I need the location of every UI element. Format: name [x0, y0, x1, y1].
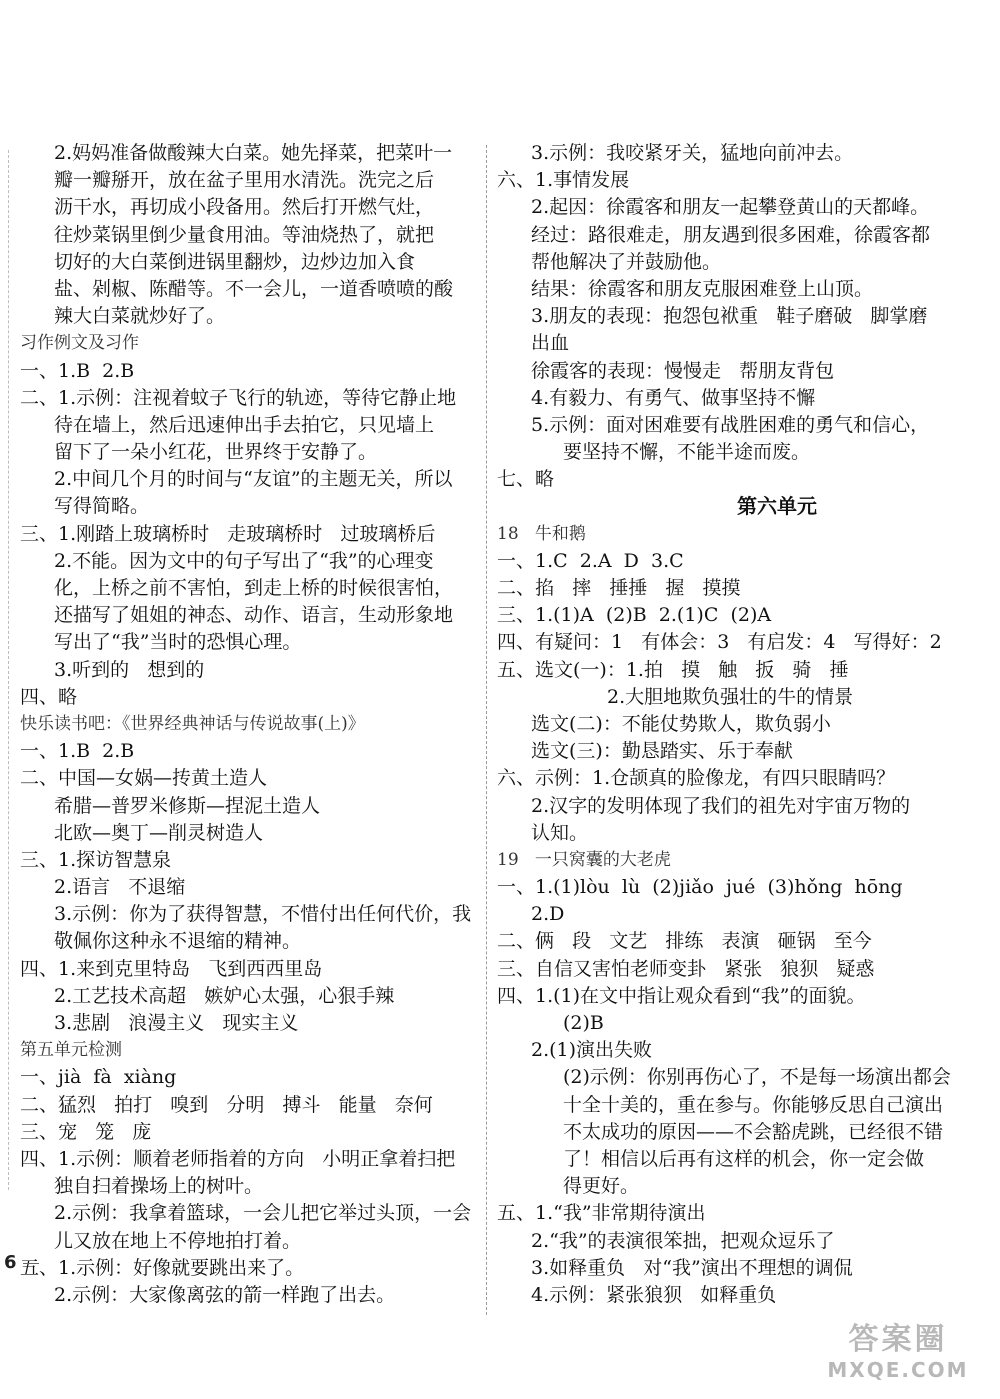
- answer-line: 辣大白菜就炒好了。: [54, 305, 226, 328]
- answer-line: 三、1.(1)A (2)B 2.(1)C (2)A: [497, 604, 772, 627]
- answer-line: 四、1.(1)在文中指让观众看到“我”的面貌。: [497, 984, 866, 1007]
- answer-line: 二、中国—女娲—抟黄土造人: [20, 767, 268, 790]
- answer-line: 三、1.探访智慧泉: [20, 848, 172, 871]
- watermark-url: MXQE.COM: [827, 1358, 969, 1382]
- answer-line: 盐、剁椒、陈醋等。不一会儿，一道香喷喷的酸: [54, 277, 454, 300]
- answer-line: 2.起因：徐霞客和朋友一起攀登黄山的天都峰。: [531, 196, 930, 219]
- answer-line: 3.示例：我咬紧牙关，猛地向前冲去。: [531, 142, 854, 164]
- answer-line: 3.听到的 想到的: [54, 658, 205, 681]
- answer-line: 3.如释重负 对“我”演出不理想的调侃: [531, 1256, 853, 1279]
- answer-line: 2.“我”的表演很笨拙，把观众逗乐了: [531, 1229, 835, 1252]
- answer-line: 写出了“我”当时的恐惧心理。: [54, 631, 302, 654]
- section-heading: 习作例文及习作: [20, 333, 139, 354]
- answer-line: 儿又放在地上不停地拍打着。: [54, 1229, 302, 1252]
- section-heading: 19 一只窝囊的大老虎: [497, 849, 671, 870]
- answer-line: 要坚持不懈，不能半途而废。: [563, 441, 811, 464]
- answer-line: 七、略: [497, 468, 555, 491]
- answer-line: 2.工艺技术高超 嫉妒心太强，心狠手辣: [54, 984, 395, 1007]
- answer-line: 一、1.(1)lòu lù (2)jiǎo jué (3)hǒng hōng: [497, 876, 903, 899]
- answer-line: 徐霞客的表现：慢慢走 帮朋友背包: [531, 359, 835, 382]
- answer-line: 不太成功的原因——不会豁虎跳，已经很不错: [563, 1120, 944, 1143]
- answer-line: 二、俩 段 文艺 排练 表演 砸锅 至今: [497, 930, 872, 953]
- answer-line: 3.示例：你为了获得智慧，不惜付出任何代价，我: [54, 903, 472, 926]
- answer-line: 一、1.B 2.B: [20, 740, 135, 763]
- answer-line: 帮他解决了并鼓励他。: [531, 250, 722, 273]
- answer-line: 选文(三)：勤恳踏实、乐于奉献: [531, 740, 793, 763]
- answer-line: 二、掐 摔 捶捶 握 摸摸: [497, 577, 741, 599]
- answer-line: 4.示例：紧张狼狈 如释重负: [531, 1283, 777, 1306]
- answer-line: (2)B: [563, 1012, 604, 1034]
- answer-line: 往炒菜锅里倒少量食用油。等油烧热了，就把: [54, 223, 435, 246]
- answer-line: 2.示例：我拿着篮球，一会儿把它举过头顶，一会: [54, 1202, 472, 1225]
- answer-line: 五、选文(一)：1.拍 摸 触 扳 骑 捶: [497, 658, 849, 681]
- watermark-logo: [818, 1322, 978, 1388]
- answer-line: 2.妈妈准备做酸辣大白菜。她先择菜，把菜叶一: [54, 142, 453, 164]
- answer-line: 3.悲剧 浪漫主义 现实主义: [54, 1012, 299, 1034]
- answer-line: 选文(二)：不能仗势欺人，欺负弱小: [531, 712, 831, 735]
- answer-line: 三、宠 笼 庞: [20, 1120, 152, 1143]
- watermark-text: 答案圈: [848, 1322, 948, 1357]
- answer-line: 结果：徐霞客和朋友克服困难登上山顶。: [531, 277, 874, 300]
- answer-line: 五、1.示例：好像就要跳出来了。: [20, 1256, 305, 1279]
- right-column: [497, 140, 977, 1309]
- answer-line: 2.汉字的发明体现了我们的祖先对宇宙万物的: [531, 794, 911, 817]
- answer-line: 2.大胆地欺负强壮的牛的情景: [607, 685, 854, 708]
- answer-line: 三、1.刚踏上玻璃桥时 走玻璃桥时 过玻璃桥后: [20, 522, 436, 545]
- answer-line: 四、1.示例：顺着老师指着的方向 小明正拿着扫把: [20, 1147, 456, 1170]
- section-heading: 第五单元检测: [20, 1040, 122, 1061]
- answer-line: 一、1.C 2.A D 3.C: [497, 549, 684, 572]
- answer-line: (2)示例：你别再伤心了，不是每一场演出都会: [563, 1066, 951, 1089]
- page-number: 6: [4, 1252, 39, 1273]
- left-column: [20, 140, 480, 1309]
- answer-line: 四、有疑问：1 有体会：3 有启发：4 写得好：2: [497, 631, 942, 654]
- section-heading: 18 牛和鹅: [497, 523, 586, 544]
- answer-line: 五、1.“我”非常期待演出: [497, 1202, 706, 1225]
- answer-line: 了！相信以后再有这样的机会，你一定会做: [563, 1147, 925, 1170]
- unit-heading: 第六单元: [737, 494, 817, 519]
- answer-line: 2.中间几个月的时间与“友谊”的主题无关，所以: [54, 468, 453, 491]
- answer-line: 得更好。: [563, 1175, 640, 1198]
- answer-line: 独自扫着操场上的树叶。: [54, 1175, 264, 1198]
- column-divider: [486, 145, 487, 1315]
- answer-line: 北欧—奥丁—削灵树造人: [54, 821, 264, 844]
- answer-line: 二、1.示例：注视着蚊子飞行的轨迹，等待它静止地: [20, 386, 457, 409]
- answer-line: 认知。: [531, 821, 589, 844]
- answer-line: 待在墙上，然后迅速伸出手去拍它，只见墙上: [54, 413, 435, 436]
- answer-line: 瓣一瓣掰开，放在盆子里用水清洗。洗完之后: [54, 169, 435, 192]
- answer-line: 4.有毅力、有勇气、做事坚持不懈: [531, 386, 816, 409]
- answer-line: 三、自信又害怕老师变卦 紧张 狼狈 疑惑: [497, 957, 875, 980]
- answer-line: 二、猛烈 拍打 嗅到 分明 搏斗 能量 奈何: [20, 1093, 433, 1116]
- answer-line: 沥干水，再切成小段备用。然后打开燃气灶，: [54, 196, 435, 219]
- answer-line: 一、jià fà xiàng: [20, 1066, 177, 1089]
- answer-line: 四、略: [20, 685, 78, 708]
- answer-line: 化，上桥之前不害怕，到走上桥的时候很害怕，: [54, 577, 454, 599]
- answer-line: 留下了一朵小红花，世界终于安静了。: [54, 441, 378, 464]
- answer-line: 2.语言 不退缩: [54, 876, 186, 899]
- answer-line: 2.示例：大家像离弦的箭一样跑了出去。: [54, 1283, 396, 1306]
- answer-line: 一、1.B 2.B: [20, 359, 135, 382]
- answer-line: 敬佩你这种永不退缩的精神。: [54, 930, 302, 953]
- answer-line: 四、1.来到克里特岛 飞到西西里岛: [20, 957, 323, 980]
- answer-line: 六、1.事情发展: [497, 169, 630, 192]
- answer-line: 3.朋友的表现：抱怨包袱重 鞋子磨破 脚掌磨: [531, 305, 928, 328]
- answer-line: 六、示例：1.仓颉真的脸像龙，有四只眼睛吗？: [497, 767, 896, 790]
- answer-line: 2.D: [531, 903, 565, 926]
- answer-line: 2.(1)演出失败: [531, 1039, 653, 1062]
- answer-line: 写得简略。: [54, 495, 150, 518]
- answer-line: 出血: [531, 332, 570, 355]
- answer-line: 2.不能。因为文中的句子写出了“我”的心理变: [54, 549, 434, 572]
- answer-line: 经过：路很难走，朋友遇到很多困难，徐霞客都: [531, 223, 931, 246]
- section-heading: 快乐读书吧：《世界经典神话与传说故事(上)》: [20, 713, 365, 734]
- answer-line: 5.示例：面对困难要有战胜困难的勇气和信心，: [531, 413, 930, 436]
- margin-rule: [8, 150, 9, 1190]
- answer-line: 还描写了姐姐的神态、动作、语言，生动形象地: [54, 604, 454, 627]
- answer-line: 十全十美的，重在参与。你能够反思自己演出: [563, 1093, 944, 1116]
- answer-line: 切好的大白菜倒进锅里翻炒，边炒边加入食: [54, 250, 416, 273]
- answer-line: 希腊—普罗米修斯—捏泥土造人: [54, 794, 321, 817]
